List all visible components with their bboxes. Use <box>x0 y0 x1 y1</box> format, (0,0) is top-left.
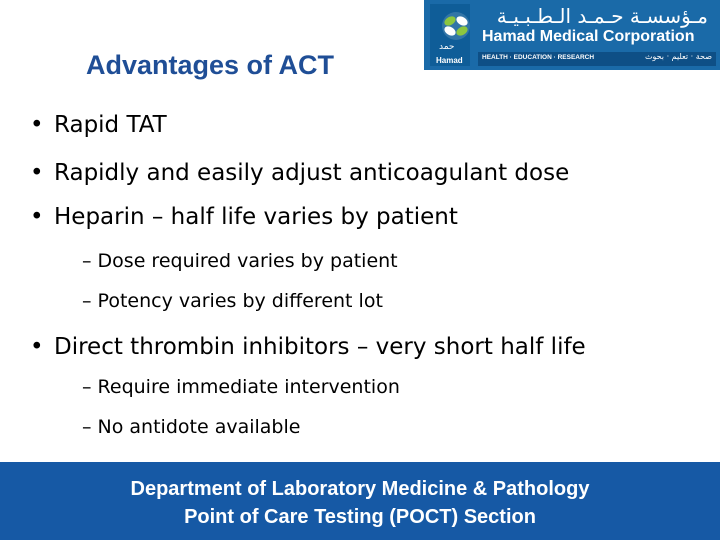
slide-title: Advantages of ACT <box>86 50 335 80</box>
bullet-item <box>30 204 458 230</box>
logo-tagline-bar <box>478 52 716 66</box>
footer-department: Department of Laboratory Medicine & Pathology <box>130 478 590 500</box>
sub-bullet-item: – No antidote available <box>82 416 301 438</box>
footer-banner <box>0 462 720 540</box>
logo-english-name: Hamad Medical Corporation <box>482 28 695 45</box>
logo-emblem <box>430 4 470 66</box>
leaves-icon <box>438 10 474 42</box>
sub-bullet-item: – Require immediate intervention <box>82 376 400 398</box>
sub-bullet-item: – Potency varies by different lot <box>82 290 383 312</box>
bullet-text: Direct thrombin inhibitors – very short half life <box>54 334 586 360</box>
bullet-text: Rapid TAT <box>54 112 167 138</box>
bullet-text: Rapidly and easily adjust anticoagulant dose <box>54 160 570 186</box>
bullet-dot: • <box>30 160 44 186</box>
bullet-item <box>30 112 167 138</box>
logo-short-english: Hamad <box>436 56 463 65</box>
bullet-dot: • <box>30 112 44 138</box>
logo-arabic-name: مـؤسسـة حـمـد الـطـبـيـة <box>496 4 708 28</box>
bullet-dot: • <box>30 204 44 230</box>
logo-tagline-arabic: صحة · تعليم · بحوث <box>644 52 712 61</box>
bullet-item <box>30 334 586 360</box>
bullet-text: Heparin – half life varies by patient <box>54 204 458 230</box>
bullet-dot: • <box>30 334 44 360</box>
bullet-item <box>30 160 569 186</box>
logo-tagline-english: HEALTH · EDUCATION · RESEARCH <box>482 54 595 61</box>
sub-bullet-item: – Dose required varies by patient <box>82 250 398 272</box>
hamad-logo <box>424 0 720 70</box>
logo-short-arabic: حمد <box>439 42 455 52</box>
footer-section: Point of Care Testing (POCT) Section <box>184 506 536 528</box>
